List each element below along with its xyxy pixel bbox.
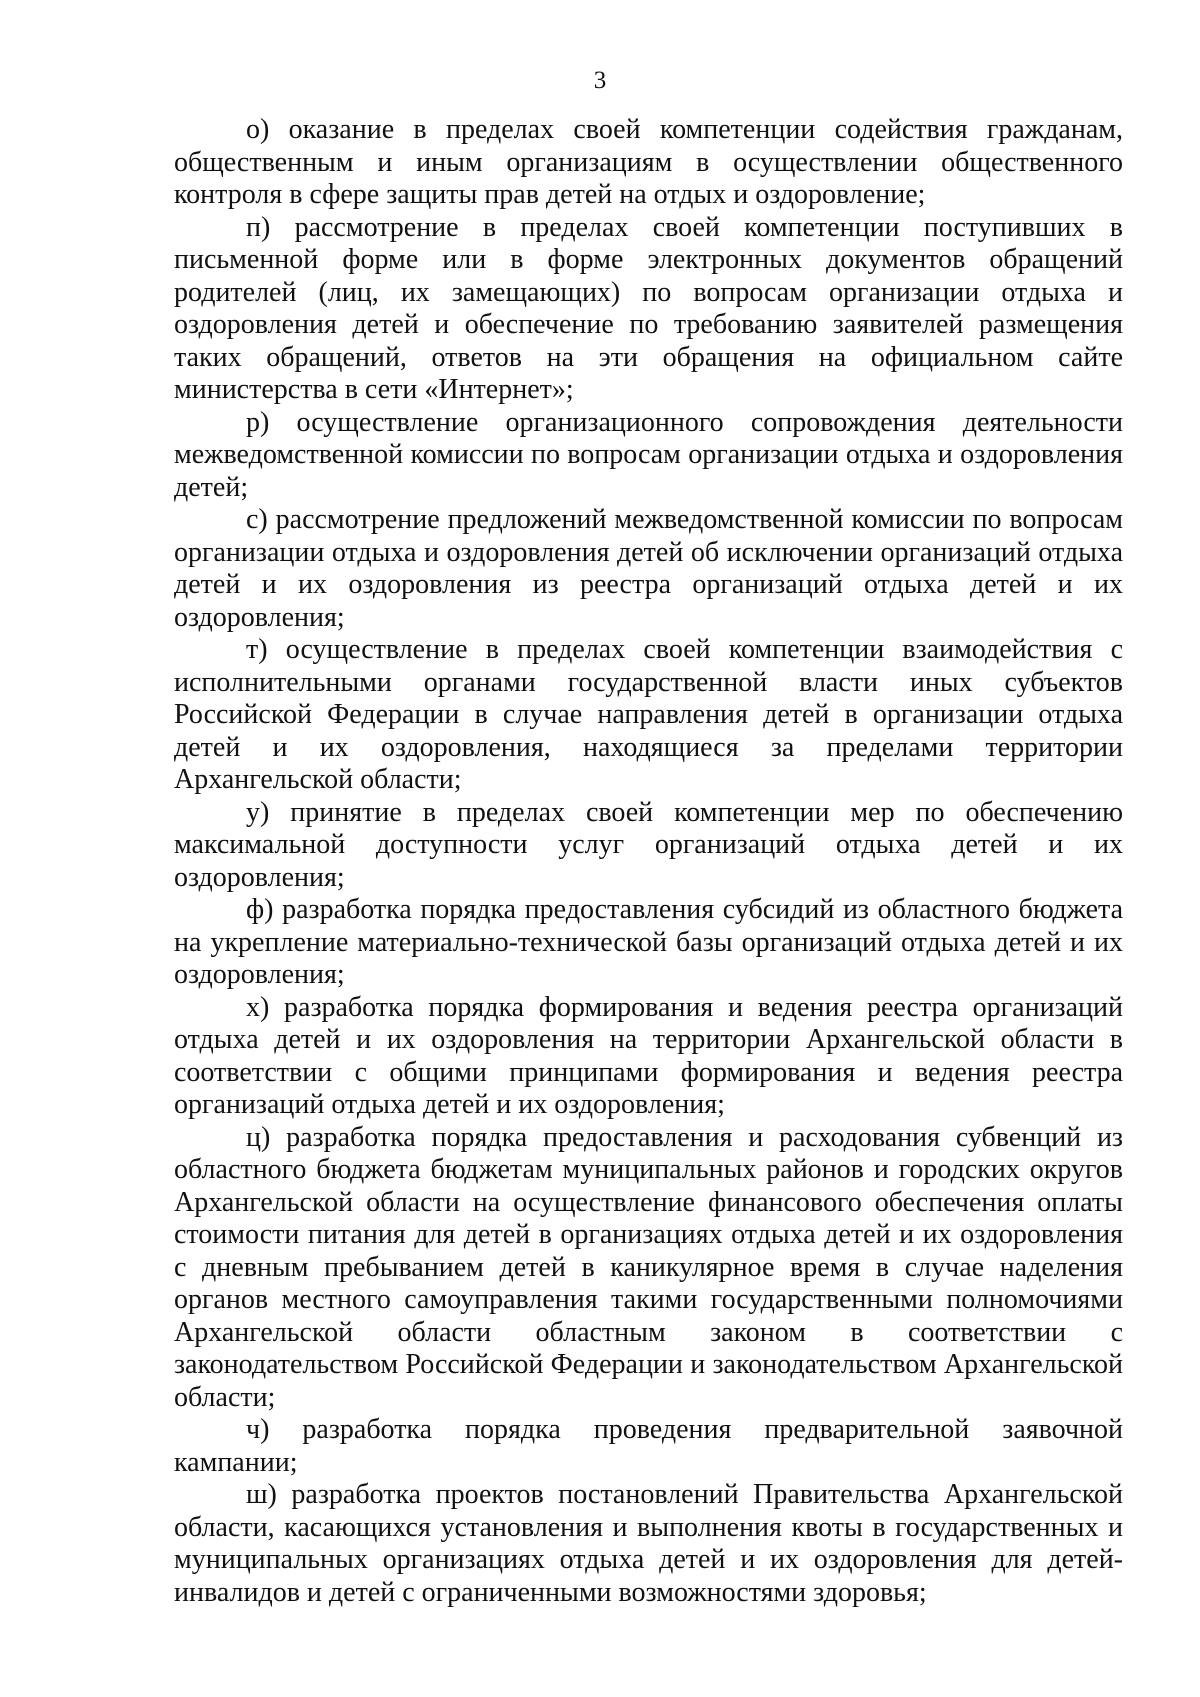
list-item-sh: ш) разработка проектов постановлений Правительства Архангельской области, касающихся установления и выполнения квоты в государственных и муниципальных организациях отдыха детей и их оздоровления для детей-инвалидов и детей с ограниченными возможностями здоровья; (174, 1479, 1123, 1608)
list-item-kh: х) разработка порядка формирования и ведения реестра организаций отдыха детей и их оздоровления на территории Архангельской области в соответствии с общими принципами формирования и ведения реестра организаций отдыха детей и их оздоровления; (174, 991, 1123, 1120)
page-number: 3 (593, 67, 607, 94)
list-item-f: ф) разработка порядка предоставления субсидий из областного бюджета на укрепление материально-технической базы организаций отдыха детей и их оздоровления; (174, 894, 1123, 990)
list-item-r: р) осуществление организационного сопровождения деятельности межведомственной комиссии по вопросам организации отдыха и оздоровления детей; (174, 406, 1123, 503)
list-item-u: у) принятие в пределах своей компетенции мер по обеспечению максимальной доступности услуг организаций отдыха детей и их оздоровления; (174, 796, 1123, 893)
list-item-t: т) осуществление в пределах своей компетенции взаимодействия с исполнительными органами государственной власти иных субъектов Российской Федерации в случае направления детей в организации отдыха детей и их оздоровления, находящиеся за пределами территории Архангельской области; (174, 634, 1123, 795)
document-body (174, 114, 1123, 1609)
list-item-o: о) оказание в пределах своей компетенции содействия гражданам, общественным и иным организациям в осуществлении общественного контроля в сфере защиты прав детей на отдых и оздоровление; (174, 114, 1123, 210)
list-item-ch: ч) разработка порядка проведения предварительной заявочной кампании; (174, 1414, 1123, 1478)
list-item-s: с) рассмотрение предложений межведомственной комиссии по вопросам организации отдыха и оздоровления детей об исключении организаций отдыха детей и их оздоровления из реестра организаций отдыха детей и их оздоровления; (174, 504, 1123, 633)
list-item-ts: ц) разработка порядка предоставления и расходования субвенций из областного бюджета бюджетам муниципальных районов и городских округов Архангельской области на осуществление финансового обеспечения оплаты стоимости питания для детей в организациях отдыха детей и их оздоровления с дневным пребыванием детей в каникулярное время в случае наделения органов местного самоуправления такими государственными полномочиями Архангельской области областным законом в соответствии с законодательством Российской Федерации и законодательством Архангельской области; (174, 1121, 1123, 1413)
list-item-p: п) рассмотрение в пределах своей компетенции поступивших в письменной форме или в форме электронных документов обращений родителей (лиц, их замещающих) по вопросам организации отдыха и оздоровления детей и обеспечение по требованию заявителей размещения таких обращений, ответов на эти обращения на официальном сайте министерства в сети «Интернет»; (174, 211, 1123, 405)
